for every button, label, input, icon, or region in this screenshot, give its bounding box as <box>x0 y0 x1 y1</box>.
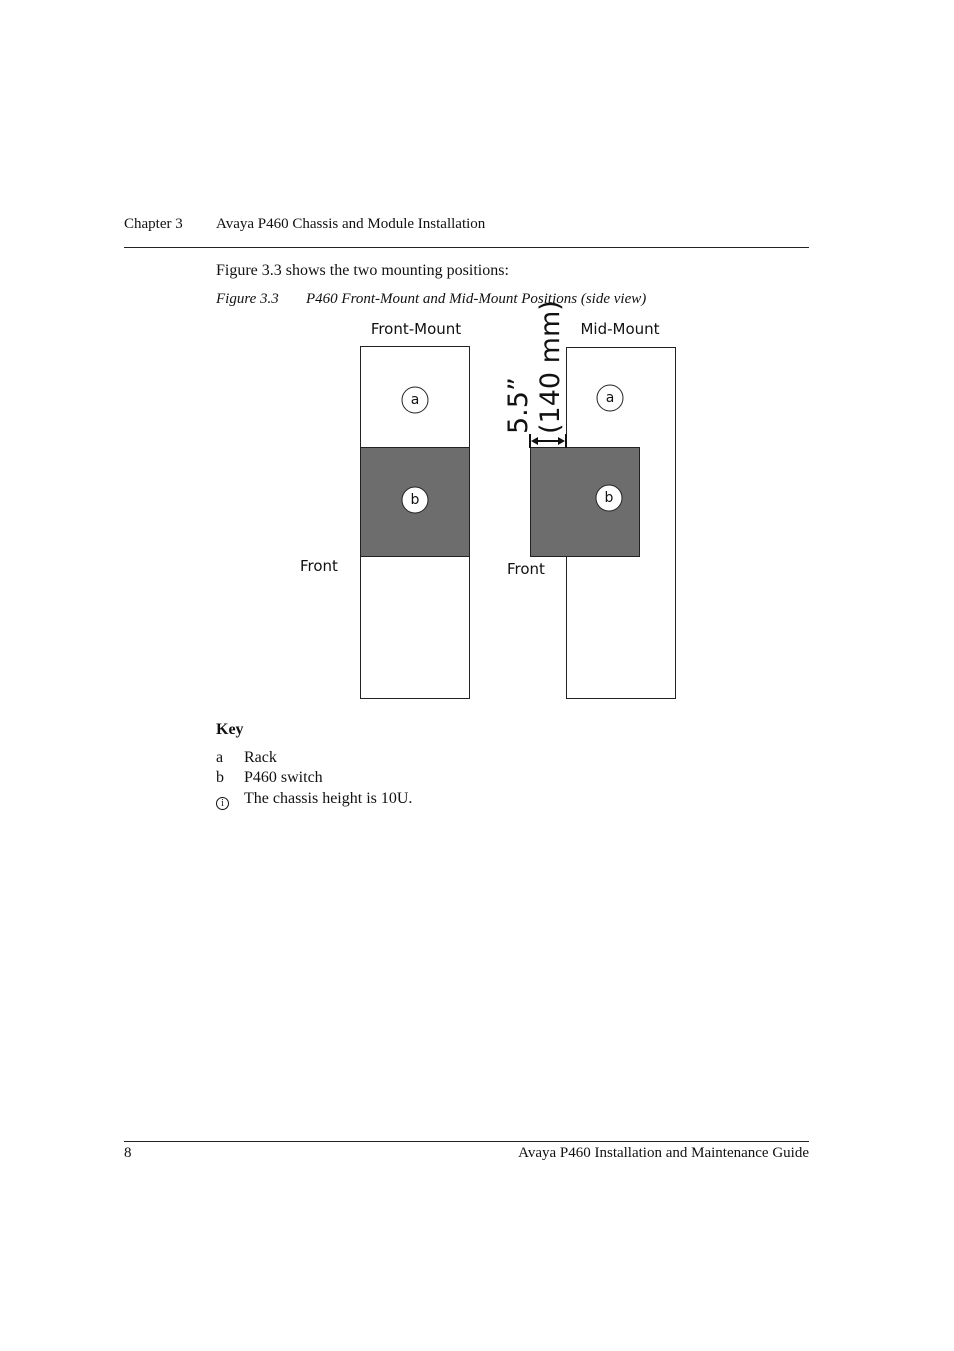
callout-a-front: a <box>410 392 420 408</box>
key-symbol-b: b <box>216 769 224 786</box>
intro-text: Figure 3.3 shows the two mounting positions: <box>216 262 509 279</box>
callout-b-front: b <box>410 492 420 508</box>
guide-title: Avaya P460 Installation and Maintenance Guide <box>518 1145 809 1161</box>
page-number: 8 <box>124 1145 132 1161</box>
footer-rule <box>124 1141 809 1142</box>
dimension-mm: (140 mm) <box>535 300 566 434</box>
info-icon: i <box>216 793 229 811</box>
chapter-label: Chapter 3 <box>124 216 183 232</box>
figure-number: Figure 3.3 <box>216 291 279 307</box>
mid-mount-label: Mid-Mount <box>580 320 660 338</box>
dimension-inches: 5.5” <box>503 377 534 434</box>
dimension-arrow-right <box>558 437 565 445</box>
callout-b-mid: b <box>604 490 614 506</box>
front-label-right: Front <box>507 560 545 578</box>
front-mount-label: Front-Mount <box>370 320 462 338</box>
callout-a-mid: a <box>605 390 615 406</box>
key-note: The chassis height is 10U. <box>244 790 413 807</box>
chapter-title: Avaya P460 Chassis and Module Installation <box>216 216 486 232</box>
front-label-left: Front <box>300 557 338 575</box>
dimension-arrow-left <box>531 437 538 445</box>
key-symbol-a: a <box>216 749 224 766</box>
key-title: Key <box>216 721 244 738</box>
key-text-rack: Rack <box>244 749 277 766</box>
key-text-switch: P460 switch <box>244 769 323 786</box>
figure-caption: P460 Front-Mount and Mid-Mount Positions (side view) <box>306 291 647 307</box>
mid-mount-switch <box>531 448 640 557</box>
